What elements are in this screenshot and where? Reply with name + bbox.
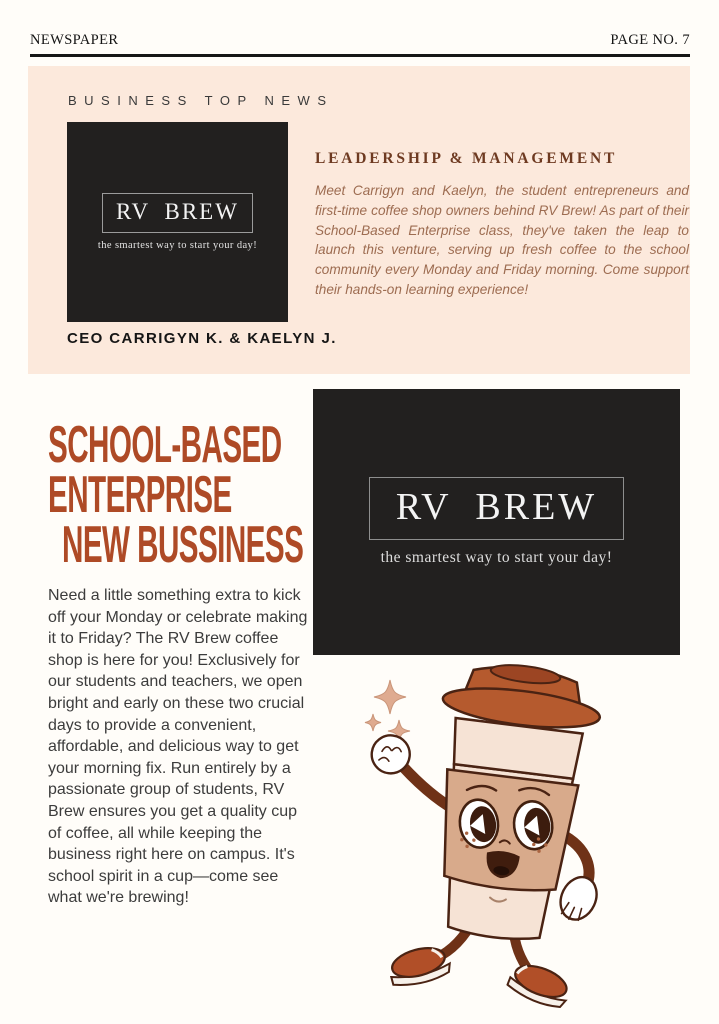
photo-caption: CEO CARRIGYN K. & KAELYN J.	[67, 330, 337, 347]
brand-name: RV BREW	[102, 193, 253, 233]
article-title	[48, 416, 348, 575]
brand-tagline: the smartest way to start your day!	[97, 240, 258, 251]
brand-logo-card-large	[313, 389, 680, 655]
article-title-line: SCHOOL-BASED	[48, 416, 282, 475]
brand-logo-card-small	[67, 122, 288, 322]
coffee-cup-mascot-illustration	[342, 658, 690, 1022]
kicker: BUSINESS TOP NEWS	[68, 93, 334, 108]
article-title-line: ENTERPRISE	[48, 466, 232, 525]
masthead-page-number: PAGE NO. 7	[610, 32, 690, 48]
mascot-right-shoe	[506, 959, 574, 1012]
sparkles-icon	[365, 680, 410, 742]
brand-name: RV BREW	[369, 477, 624, 540]
masthead-divider	[30, 54, 690, 57]
business-top-news-panel	[28, 66, 690, 374]
article-title-line: NEW BUSSINESS	[62, 516, 304, 575]
section-heading: LEADERSHIP & MANAGEMENT	[315, 150, 618, 167]
mascot-open-glove	[553, 871, 603, 926]
brand-tagline: the smartest way to start your day!	[380, 549, 613, 566]
masthead-publication: NEWSPAPER	[30, 32, 119, 48]
section-paragraph: Meet Carrigyn and Kaelyn, the student entrepreneurs and first-time coffee shop owners behind RV Brew! As part of their School-Based Enterprise class, they've taken the leap to launch this venture, serving up fresh coffee to the school community every Monday and Friday morning. Come support their hands-on learning experience!	[315, 183, 689, 297]
article-body: Need a little something extra to kick off your Monday or celebrate making it to Friday? The RV Brew coffee shop is here for you! Exclusively for our students and teachers, we open bright and early on these two crucial days to provide a convenient, affordable, and delicious way to get your morning fix. Run entirely by a passionate group of students, RV Brew ensures you get a quality cup of coffee, all while keeping the business right here on campus. It's school spirit in a cup—come see what we're brewing!	[48, 587, 308, 907]
lead-column	[315, 150, 689, 300]
